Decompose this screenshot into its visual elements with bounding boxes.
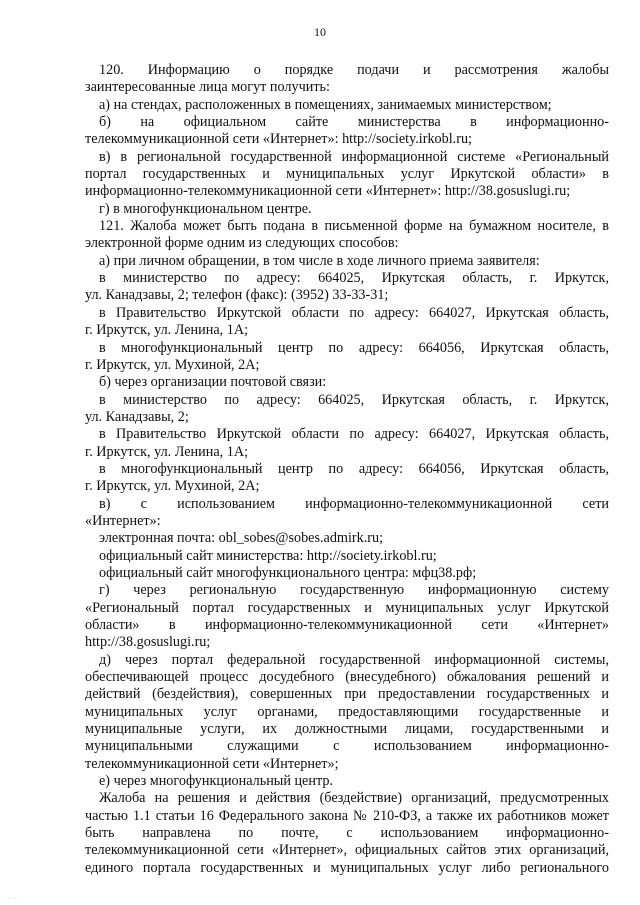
text-line: в министерство по адресу: 664025, Иркутская область, г. Иркутск, — [99, 270, 609, 287]
text-line: «Интернет»: — [85, 512, 161, 529]
text-line: заинтересованные лица могут получить: — [85, 79, 330, 96]
text-line: г. Иркутск, ул. Ленина, 1А; — [85, 322, 249, 339]
text-line: а) при личном обращении, в том числе в ходе личного приема заявителя: — [99, 252, 540, 269]
text-line: ул. Канадзавы, 2; телефон (факс): (3952) 33-33-31; — [85, 287, 389, 304]
text-line: г. Иркутск, ул. Мухиной, 2А; — [85, 356, 260, 373]
text-line: быть направлена по почте, с использованием информационно- — [85, 825, 609, 842]
text-line: муниципальных услуг органами, предоставляющими государственные и — [85, 703, 609, 720]
text-line: «Региональный портал государственных и муниципальных услуг Иркутской — [85, 599, 609, 616]
text-line: портал государственных и муниципальных услуг Иркутской области» в — [85, 166, 609, 183]
text-line: б) через организации почтовой связи: — [99, 374, 327, 391]
text-line: 121. Жалоба может быть подана в письменной форме на бумажном носителе, в — [99, 218, 609, 235]
text-line: официальный сайт министерства: http://society.irkobl.ru; — [99, 547, 437, 564]
text-line: в) в региональной государственной информационной системе «Региональный — [99, 148, 609, 165]
text-line: муниципальные услуги, их должностными лицами, государственными и — [85, 721, 609, 738]
text-line: Жалоба на решения и действия (бездействие) организаций, предусмотренных — [99, 790, 609, 807]
text-line: б) на официальном сайте министерства в информационно- — [99, 114, 609, 131]
text-line: в Правительство Иркутской области по адресу: 664027, Иркутская область, — [99, 426, 609, 443]
text-line: официальный сайт многофункционального центра: мфц38.рф; — [99, 564, 477, 581]
text-line: г. Иркутск, ул. Мухиной, 2А; — [85, 478, 260, 495]
text-line: ул. Канадзавы, 2; — [85, 408, 189, 425]
text-line: г. Иркутск, ул. Ленина, 1А; — [85, 443, 249, 460]
text-line: 120. Информацию о порядке подачи и рассмотрения жалобы — [99, 62, 609, 78]
text-line: г) в многофункциональном центре. — [99, 200, 312, 217]
text-line: в) с использованием информационно-телекоммуникационной сети — [99, 495, 609, 512]
text-line: в министерство по адресу: 664025, Иркутская область, г. Иркутск, — [99, 391, 609, 408]
text-line: частью 1.1 статьи 16 Федерального закона № 210-ФЗ, а также их работников может — [85, 807, 609, 824]
text-line: д) через портал федеральной государственной информационной системы, — [99, 651, 609, 668]
text-line: информационно-телекоммуникационной сети «Интернет»: http://38.gosuslugi.ru; — [85, 183, 571, 200]
scan-edge-mark: · · · · — [2, 895, 24, 903]
text-line: г) через региональную государственную информационную систему — [99, 582, 609, 599]
text-line: действий (бездействия), совершенных при предоставлении государственных и — [85, 686, 609, 703]
text-line: электронная почта: obl_sobes@sobes.admirk.ru; — [99, 530, 384, 547]
text-line: http://38.gosuslugi.ru; — [85, 634, 211, 651]
text-line: а) на стендах, расположенных в помещениях, занимаемых министерством; — [99, 96, 552, 113]
page-number: 10 — [314, 25, 326, 39]
text-line: телекоммуникационной сети «Интернет»; — [85, 755, 339, 772]
text-line: единого портала государственных и муниципальных услуг либо регионального — [85, 859, 609, 876]
document-body — [85, 62, 609, 877]
text-line: в многофункциональный центр по адресу: 664056, Иркутская область, — [99, 460, 609, 477]
text-line: муниципальными служащими с использованием информационно- — [85, 738, 609, 755]
text-line: обеспечивающей процесс досудебного (внесудебного) обжалования решений и — [85, 669, 609, 686]
text-line: области» в информационно-телекоммуникационной сети «Интернет» — [85, 617, 609, 633]
text-line: телекоммуникационной сети «Интернет»: http://society.irkobl.ru; — [85, 131, 472, 148]
text-line: телекоммуникационной сети «Интернет», официальных сайтов этих организаций, — [85, 842, 609, 859]
text-line: в многофункциональный центр по адресу: 664056, Иркутская область, — [99, 339, 609, 356]
text-line: е) через многофункциональный центр. — [99, 773, 333, 790]
text-line: в Правительство Иркутской области по адресу: 664027, Иркутская область, — [99, 304, 609, 321]
text-line: электронной форме одним из следующих способов: — [85, 235, 399, 252]
